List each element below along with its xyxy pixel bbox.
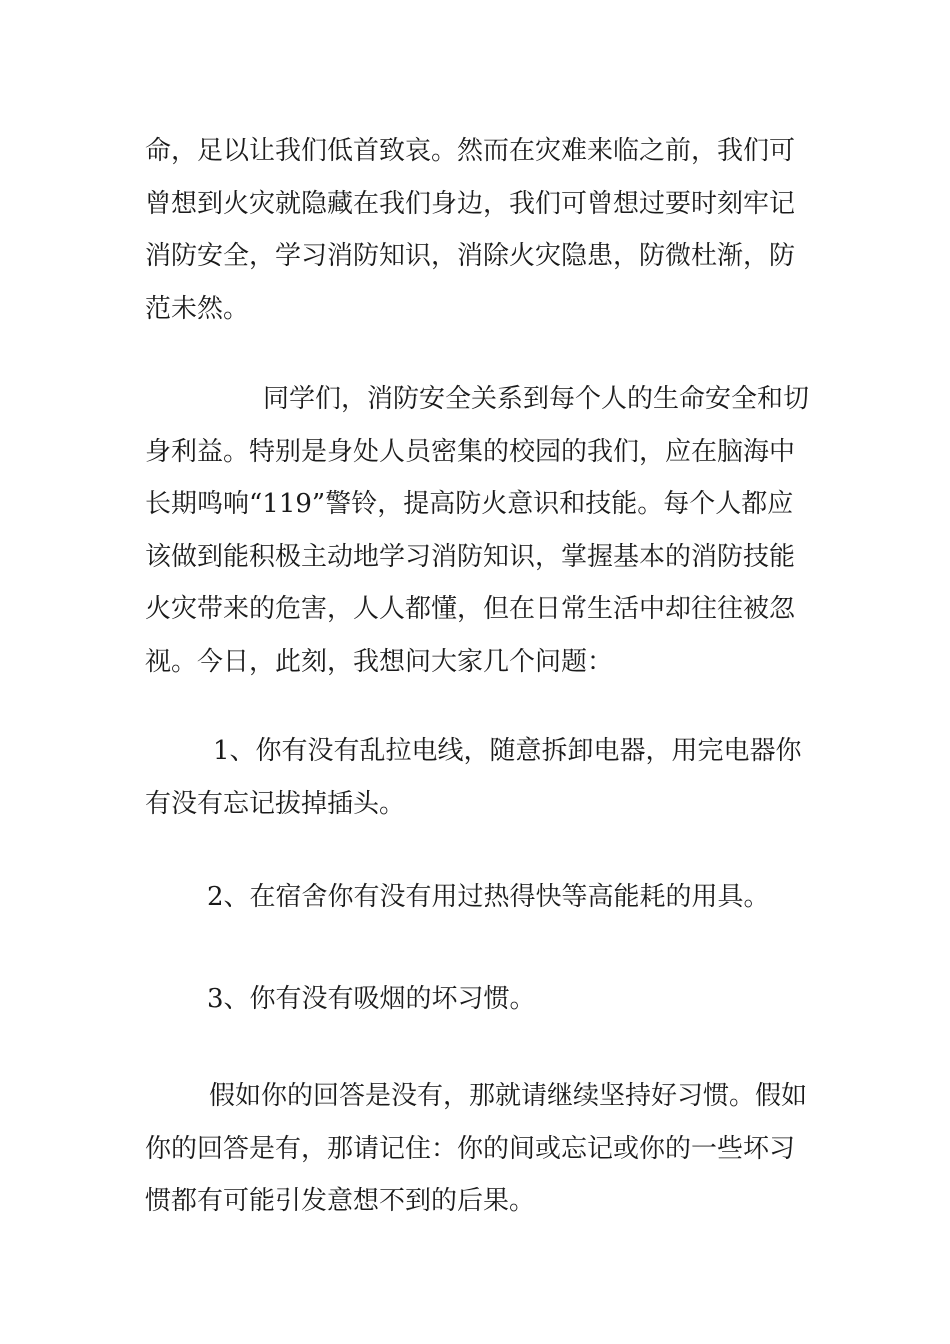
text-line: 火灾带来的危害，人人都懂，但在日常生活中却往往被忽 xyxy=(145,594,796,625)
text-line: 1、你有没有乱拉电线，随意拆卸电器，用完电器你 xyxy=(213,736,802,766)
text-line: 曾想到火灾就隐藏在我们身边，我们可曾想过要时刻牢记 xyxy=(145,188,796,219)
paragraph-fire-safety-importance xyxy=(145,373,810,689)
text-line: 身利益。特别是身处人员密集的校园的我们，应在脑海中 xyxy=(145,436,796,467)
text-line: 有没有忘记拔掉插头。 xyxy=(145,788,406,819)
text-line: 同学们，消防安全关系到每个人的生命安全和切 xyxy=(263,384,810,414)
text-line: 视。今日，此刻，我想问大家几个问题： xyxy=(145,646,614,677)
text-line: 命，足以让我们低首致哀。然而在灾难来临之前，我们可 xyxy=(145,136,796,166)
text-line: 假如你的回答是没有，那就请继续坚持好习惯。假如 xyxy=(209,1081,808,1111)
question-item-1 xyxy=(145,725,810,830)
text-line: 消防安全，学习消防知识，消除火灾隐患，防微杜渐，防 xyxy=(145,241,796,272)
paragraph-conclusion xyxy=(145,1070,810,1228)
paragraph-disaster-reflection xyxy=(145,125,810,335)
text-line: 范未然。 xyxy=(145,293,250,324)
text-line: 长期鸣响“119”警铃，提高防火意识和技能。每个人都应 xyxy=(145,489,794,520)
text-line: 3、你有没有吸烟的坏习惯。 xyxy=(207,984,536,1014)
text-line: 该做到能积极主动地学习消防知识，掌握基本的消防技能 xyxy=(145,541,796,572)
question-item-2 xyxy=(145,871,810,924)
text-line: 惯都有可能引发意想不到的后果。 xyxy=(145,1186,536,1217)
text-line: 你的回答是有，那请记住：你的间或忘记或你的一些坏习 xyxy=(145,1133,796,1164)
text-line: 2、在宿舍你有没有用过热得快等高能耗的用具。 xyxy=(207,882,770,912)
question-item-3 xyxy=(145,973,810,1026)
